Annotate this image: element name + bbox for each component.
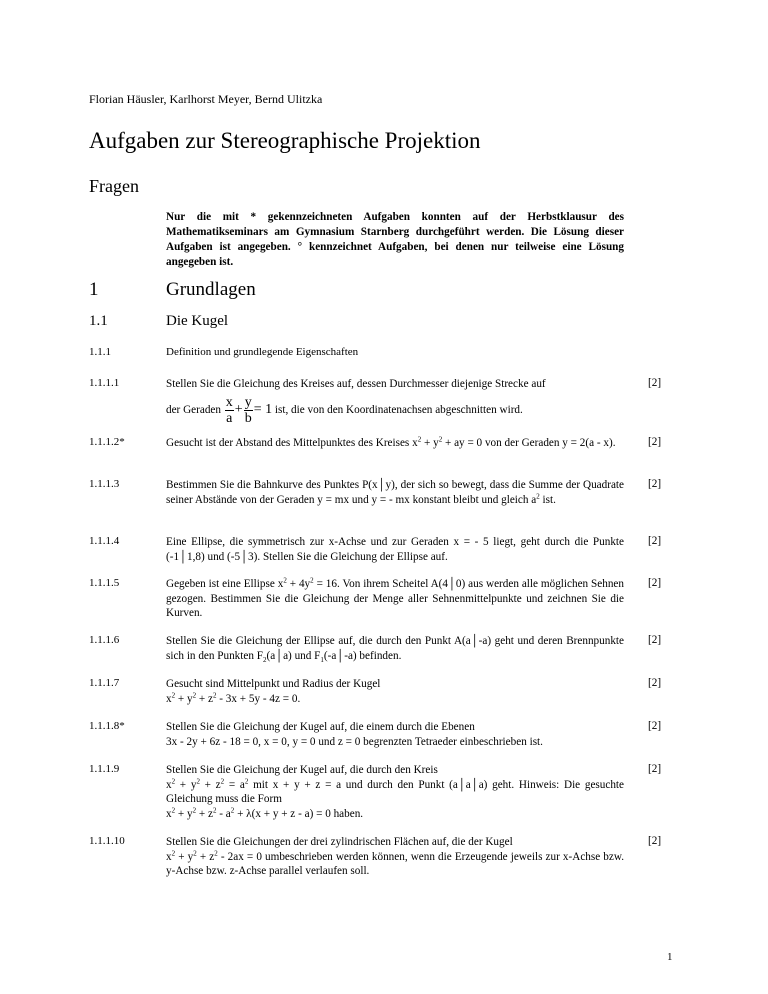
chapter-number: 1 bbox=[89, 279, 99, 300]
question-number: 1.1.1.6 bbox=[89, 634, 120, 646]
question-number: 1.1.1.9 bbox=[89, 763, 120, 775]
question-text: Stellen Sie die Gleichung der Kugel auf, die durch den Kreis $x^2 + y^2 + z^2 = a^2$ mit x + y + z = a und durch den Punkt (a│a│a) geht. Hinweis: Die gesuchte Gleichung muss die Form $x^2 + y^2 + z^2 - a^2 + \lambda(x + y + z - a) = 0$ haben. bbox=[166, 764, 625, 820]
document-title: Aufgaben zur Stereographische Projektion bbox=[89, 128, 481, 153]
question-number: 1.1.1.4 bbox=[89, 535, 120, 547]
points-label: [2] bbox=[648, 720, 662, 732]
question-text: Stellen Sie die Gleichung des Kreises auf, dessen Durchmesser diejenige Strecke auf der Geraden $\frac{x}{a}$ + $\frac{y}{b}$ = 1 ist, die von den Koordinatenachsen abgeschnitten wird. bbox=[166, 378, 546, 426]
section-heading: Fragen bbox=[89, 176, 139, 196]
question-text: Gesucht ist der Abstand des Mittelpunktes des Kreises $x^2 + y^2$ + ay = 0 von der Geraden y = 2(a - x). bbox=[166, 435, 616, 449]
points-label: [2] bbox=[648, 577, 662, 589]
question-number: 1.1.1.10 bbox=[89, 835, 125, 847]
points-label: [2] bbox=[648, 478, 662, 490]
points-label: [2] bbox=[648, 436, 662, 448]
question-text: Gegeben ist eine Ellipse $x^2 + 4y^2 = 16$. Von ihrem Scheitel A(4│0) aus werden alle möglichen Sehnen gezogen. Bestimmen Sie die Gleichung der Menge aller Sehnenmittelpunkte und zeichnen Sie die Kurven. bbox=[166, 576, 624, 619]
subsubchapter-number: 1.1.1 bbox=[89, 346, 111, 358]
question-number: 1.1.1.1 bbox=[89, 377, 120, 389]
points-label: [2] bbox=[648, 377, 662, 389]
question-number: 1.1.1.2* bbox=[89, 436, 125, 448]
question-text: Stellen Sie die Gleichungen der drei zylindrischen Flächen auf, die der Kugel $x^2 + y^2 + z^2 - 2ax = 0$ umbeschrieben werden können, wenn die Erzeugende jeweils zur x-Achse bzw. y-Achse bzw. z-Achse parallel verlaufen soll. bbox=[166, 836, 625, 877]
points-label: [2] bbox=[648, 763, 662, 775]
question-number: 1.1.1.7 bbox=[89, 677, 120, 689]
question-number: 1.1.1.3 bbox=[89, 478, 120, 490]
question-text: Stellen Sie die Gleichung der Kugel auf, die einem durch die Ebenen 3x - 2y + 6z - 18 = 0, x = 0, y = 0 und z = 0 begrenzten Tetraeder einbeschrieben ist. bbox=[166, 721, 543, 748]
fraction: $\frac{y}{b}$ bbox=[244, 394, 252, 426]
question-number: 1.1.1.8* bbox=[89, 720, 125, 732]
question-text: Bestimmen Sie die Bahnkurve des Punktes P(x│y), der sich so bewegt, dass die Summe der Quadrate seiner Abstände von der Geraden y = mx und y = - mx konstant bleibt und gleich $a^2$ ist. bbox=[166, 479, 624, 506]
notice-paragraph: Nur die mit * gekennzeichneten Aufgaben konnten auf der Herbstklausur des Mathematikseminars am Gymnasium Starnberg durchgeführt werden. Die Lösung dieser Aufgaben ist angegeben. ° kennzeichnet Aufgaben, bei denen nur teilweise eine Lösung angegeben ist. bbox=[166, 211, 624, 268]
authors: Florian Häusler, Karlhorst Meyer, Bernd Ulitzka bbox=[89, 92, 323, 106]
subchapter-title: Die Kugel bbox=[166, 313, 229, 329]
question-number: 1.1.1.5 bbox=[89, 577, 120, 589]
subsubchapter-title: Definition und grundlegende Eigenschaften bbox=[166, 346, 359, 358]
question-text: Eine Ellipse, die symmetrisch zur x-Achse und zur Geraden x = - 5 liegt, geht durch die Punkte (-1│1,8) und (-5│3). Stellen Sie die Gleichung der Ellipse auf. bbox=[166, 536, 624, 563]
points-label: [2] bbox=[648, 634, 662, 646]
points-label: [2] bbox=[648, 835, 662, 847]
points-label: [2] bbox=[648, 535, 662, 547]
fraction: $\frac{x}{a}$ bbox=[225, 394, 233, 426]
page-number: 1 bbox=[667, 951, 673, 963]
points-label: [2] bbox=[648, 677, 662, 689]
subchapter-number: 1.1 bbox=[89, 313, 108, 329]
question-text: Stellen Sie die Gleichung der Ellipse auf, die durch den Punkt A(a│-a) geht und deren Brennpunkte sich in den Punkten $F_2(a│a)$ und $F_1(-a│-a)$ befinden. bbox=[166, 635, 624, 664]
chapter-title: Grundlagen bbox=[166, 279, 256, 300]
question-text: Gesucht sind Mittelpunkt und Radius der Kugel $x^2 + y^2 + z^2 - 3x + 5y - 4z = 0$. bbox=[166, 678, 381, 705]
